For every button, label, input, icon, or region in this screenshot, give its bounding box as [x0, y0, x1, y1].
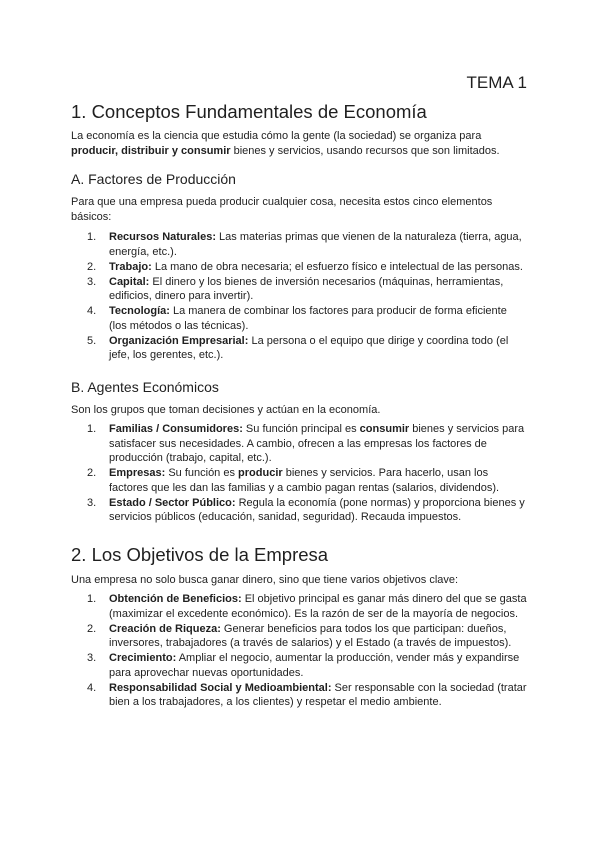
list-text: Generar beneficios para todos los que participan: dueños, inversores, trabajadores (a través de salarios) y el Estado (a través de impuestos). [109, 622, 512, 649]
list-number: 3. [87, 275, 97, 288]
list-text: bienes y servicios. Para hacerlo, usan los factores que les dan las familias y a cambio pagan rentas (salarios, dividendos). [109, 467, 500, 494]
list-item [71, 592, 527, 621]
intro-text-1: La economía es la ciencia que estudia cómo la gente (la sociedad) se organiza para [71, 130, 482, 142]
list-text: La manera de combinar los factores para producir de forma eficiente (los métodos o las técnicas). [109, 305, 507, 332]
list-term: Obtención de Beneficios: [109, 593, 242, 605]
list-text: Ser responsable con la sociedad (tratar bien a los trabajadores, a los clientes) y respetar el medio ambiente. [109, 681, 527, 708]
section2-intro: Una empresa no solo busca ganar dinero, sino que tiene varios objetivos clave: [71, 574, 459, 586]
list-item [71, 622, 527, 651]
list-term: Responsabilidad Social y Medioambiental: [109, 681, 332, 694]
factores-list [71, 230, 527, 363]
list-number: 5. [87, 334, 97, 347]
list-text: El dinero y los bienes de inversión necesarios (máquinas, herramientas, edificios, dinero para invertir). [109, 275, 504, 302]
subsection-a-intro: Para que una empresa pueda producir cualquier cosa, necesita estos cinco elementos básicos: [71, 196, 493, 223]
list-item [71, 334, 527, 363]
list-text: Las materias primas que vienen de la naturaleza (tierra, agua, energía, etc.). [109, 231, 522, 258]
list-term: Trabajo: [109, 260, 152, 273]
list-text: El objetivo principal es ganar más dinero del que se gasta (maximizar el excedente económico). Es la razón de ser de la mayoría de negocios. [109, 593, 527, 620]
subsection-b-heading: B. Agentes Económicos [71, 379, 219, 395]
list-text: La mano de obra necesaria; el esfuerzo físico e intelectual de las personas. [151, 260, 523, 273]
list-number: 4. [87, 681, 97, 694]
list-item [71, 466, 527, 495]
section2-heading: 2. Los Objetivos de la Empresa [71, 544, 329, 565]
list-term: Creación de Riqueza: [109, 622, 221, 635]
list-term: Familias / Consumidores: [109, 423, 243, 435]
list-number: 4. [87, 305, 97, 317]
subsection-a-heading: A. Factores de Producción [71, 171, 236, 187]
list-term: Estado / Sector Público: [109, 496, 236, 509]
list-term: Crecimiento: [109, 652, 177, 664]
list-item [71, 275, 527, 304]
document-tema-label: TEMA 1 [466, 73, 527, 92]
list-item [71, 422, 527, 466]
list-text: Su función es [165, 467, 239, 479]
list-term: Capital: [109, 275, 150, 288]
list-bold-text: consumir [359, 423, 410, 435]
list-text: Ampliar el negocio, aumentar la producción, vender más y expandirse para aprovechar nuevas oportunidades. [109, 652, 520, 679]
list-text: bienes y servicios para satisfacer sus necesidades. A cambio, ofrecen a las empresas los factores de producción (trabajo, capital, etc.). [109, 423, 525, 464]
section1-heading: 1. Conceptos Fundamentales de Economía [71, 101, 427, 122]
list-term: Recursos Naturales: [109, 231, 216, 243]
list-term: Empresas: [109, 467, 166, 479]
list-text: Regula la economía (pone normas) y proporciona bienes y servicios públicos (educación, sanidad, seguridad). Recauda impuestos. [109, 496, 525, 523]
list-item [71, 260, 527, 275]
objetivos-list [71, 592, 527, 710]
section1-intro [71, 129, 527, 159]
list-number: 2. [87, 622, 97, 635]
subsection-b-intro: Son los grupos que toman decisiones y actúan en la economía. [71, 404, 381, 416]
list-text: La persona o el equipo que dirige y coordina todo (el jefe, los gerentes, etc.). [109, 334, 509, 361]
list-bold-text: producir [238, 467, 283, 479]
list-term: Organización Empresarial: [109, 334, 249, 347]
intro-text-2: bienes y servicios, usando recursos que son limitados. [230, 145, 500, 157]
list-item [71, 304, 527, 333]
list-item [71, 681, 527, 710]
list-item [71, 230, 527, 259]
intro-bold-text: producir, distribuir y consumir [71, 145, 231, 157]
list-term: Tecnología: [109, 305, 170, 317]
list-number: 1. [87, 423, 97, 435]
list-number: 2. [87, 467, 97, 479]
list-item [71, 496, 527, 525]
list-number: 3. [87, 496, 97, 509]
list-item [71, 651, 527, 680]
list-text: Su función principal es [242, 423, 360, 435]
list-number: 2. [87, 260, 97, 273]
list-number: 1. [87, 231, 97, 243]
list-number: 1. [87, 593, 97, 605]
list-number: 3. [87, 652, 97, 664]
agentes-list [71, 422, 527, 525]
